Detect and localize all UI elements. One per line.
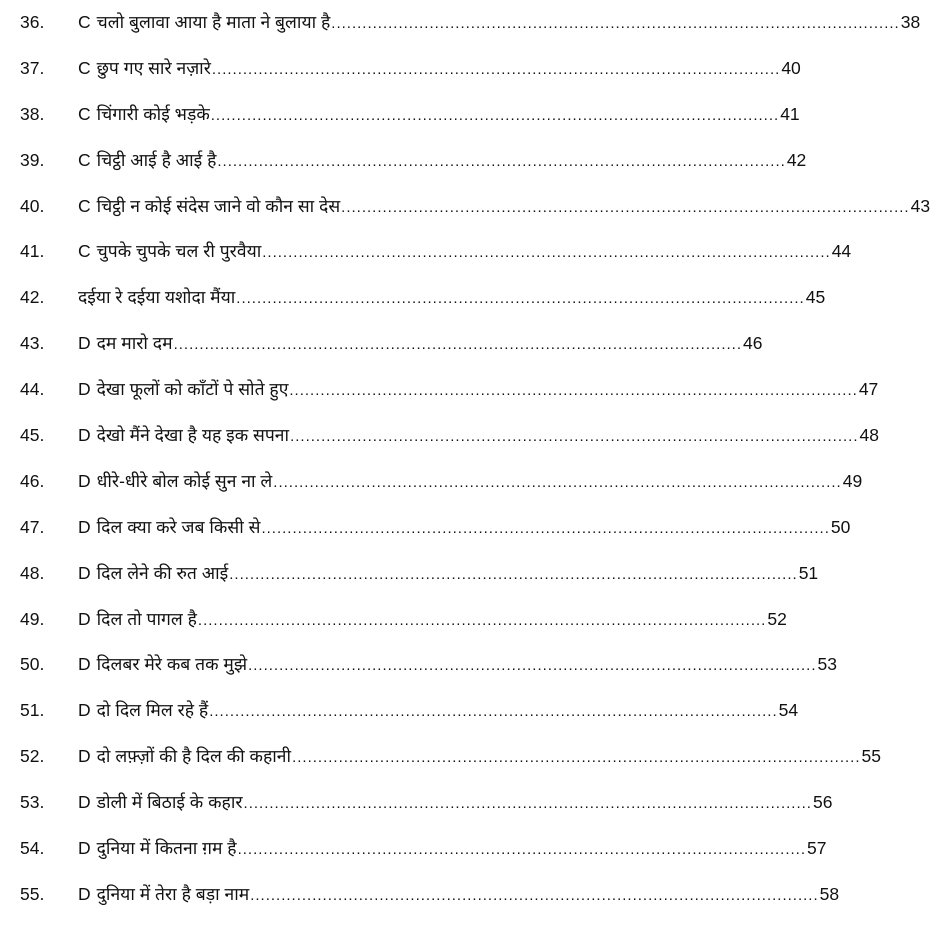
dot-leader: .............................................................................................................. (261, 519, 830, 537)
toc-entry[interactable] (0, 789, 833, 835)
entry-title: देखा फूलों को काँटों पे सोते हुए (96, 379, 289, 400)
entry-number: 37. (20, 57, 45, 78)
index-letter: D (78, 608, 91, 629)
index-letter: D (78, 883, 91, 904)
page-number: 53 (817, 654, 837, 675)
dot-leader: .............................................................................................................. (273, 473, 842, 491)
entry-title-wrap (78, 422, 289, 448)
page-number: 51 (798, 562, 819, 583)
dot-leader: .............................................................................................................. (341, 198, 910, 216)
toc-entry[interactable] (0, 835, 827, 881)
entry-title-wrap (78, 193, 340, 219)
toc-entry[interactable] (0, 606, 787, 652)
index-letter: D (78, 654, 91, 675)
entry-number: 54. (20, 838, 45, 859)
entry-title-wrap (78, 284, 235, 310)
entry-title: दईया रे दईया यशोदा मैंया (78, 287, 236, 308)
toc-entry[interactable] (0, 330, 763, 376)
page-number: 56 (812, 792, 833, 813)
toc-entry[interactable] (0, 238, 852, 284)
dot-leader: .............................................................................................................. (229, 565, 798, 583)
page-number: 46 (743, 333, 763, 354)
entry-title-wrap (78, 468, 272, 494)
entry-title-wrap (78, 606, 197, 632)
dot-leader: .............................................................................................................. (197, 611, 767, 629)
index-letter: D (78, 792, 91, 813)
toc-entry[interactable] (0, 743, 881, 789)
entry-title-wrap (78, 147, 216, 173)
dot-leader: .............................................................................................................. (243, 795, 812, 813)
dot-leader: .............................................................................................................. (262, 244, 831, 262)
toc-entry[interactable] (0, 284, 826, 330)
page-number: 40 (781, 57, 801, 78)
page-number: 52 (767, 608, 787, 629)
toc-entry[interactable] (0, 560, 819, 606)
entry-number: 46. (20, 470, 45, 491)
entry-number: 47. (20, 516, 45, 537)
dot-leader: .............................................................................................................. (292, 749, 861, 767)
entry-title-wrap (78, 101, 210, 127)
toc-entry[interactable] (0, 55, 801, 101)
index-letter: C (78, 57, 91, 78)
entry-title-wrap (78, 789, 243, 815)
index-letter: D (78, 333, 91, 354)
entry-title-wrap (78, 651, 247, 677)
entry-number: 50. (20, 654, 45, 675)
entry-number: 38. (20, 103, 45, 124)
toc-entry[interactable] (0, 193, 930, 239)
toc-entry[interactable] (0, 468, 863, 514)
entry-number: 44. (20, 379, 45, 400)
toc-entry[interactable] (0, 376, 879, 422)
page-number: 55 (861, 746, 881, 767)
entry-title: डोली में बिठाई के कहार (96, 792, 243, 813)
entry-number: 52. (20, 746, 45, 767)
page-number: 49 (842, 470, 863, 491)
entry-title-wrap (78, 835, 237, 861)
toc-entry[interactable] (0, 101, 800, 147)
entry-title: दो लफ़्ज़ों की है दिल की कहानी (96, 746, 292, 767)
dot-leader: .............................................................................................................. (209, 703, 778, 721)
entry-title-wrap (78, 560, 228, 586)
toc-entry[interactable] (0, 147, 807, 193)
entry-number: 45. (20, 425, 45, 446)
index-letter: C (78, 12, 91, 32)
dot-leader: .............................................................................................................. (289, 382, 858, 400)
entry-title-wrap (78, 514, 260, 540)
entry-title-wrap (78, 743, 291, 769)
toc-entry[interactable] (0, 881, 840, 927)
entry-title-wrap (78, 697, 208, 723)
dot-leader: .............................................................................................................. (173, 336, 743, 354)
entry-number: 36. (20, 12, 45, 32)
dot-leader: .............................................................................................................. (250, 886, 819, 904)
page-number: 50 (830, 516, 851, 537)
dot-leader: .............................................................................................................. (237, 841, 807, 859)
entry-title: दुनिया में कितना ग़म है (96, 838, 237, 859)
entry-title: चिंगारी कोई भड़के (96, 103, 210, 124)
index-letter: D (78, 379, 91, 400)
index-letter: D (78, 425, 91, 446)
entry-title: चिट्ठी न कोई संदेस जाने वो कौन सा देस (96, 195, 341, 216)
entry-number: 40. (20, 195, 45, 216)
page-number: 58 (819, 883, 840, 904)
entry-title: दिल लेने की रुत आई (96, 562, 229, 583)
entry-number: 48. (20, 562, 45, 583)
entry-title: दुनिया में तेरा है बड़ा नाम (96, 883, 250, 904)
entry-number: 43. (20, 333, 45, 354)
toc-entry[interactable] (0, 697, 799, 743)
index-letter: D (78, 746, 91, 767)
toc-entry[interactable] (0, 514, 851, 560)
page-number: 57 (807, 838, 827, 859)
entry-title: छुप गए सारे नज़ारे (96, 57, 211, 78)
page-number: 41 (780, 103, 800, 124)
entry-number: 41. (20, 241, 45, 262)
entry-number: 53. (20, 792, 45, 813)
table-of-contents (0, 9, 930, 927)
index-letter: D (78, 516, 91, 537)
toc-entry[interactable] (0, 9, 921, 55)
page-number: 43 (910, 195, 930, 216)
entry-title-wrap (78, 881, 249, 907)
entry-title-wrap (78, 330, 173, 356)
entry-title-wrap (78, 55, 211, 81)
entry-title-wrap (78, 238, 261, 264)
entry-title: दम मारो दम (96, 333, 173, 354)
index-letter: C (78, 241, 91, 262)
entry-title: देखो मैंने देखा है यह इक सपना (96, 425, 290, 446)
entry-number: 42. (20, 287, 45, 308)
entry-title: धीरे-धीरे बोल कोई सुन ना ले (96, 470, 273, 491)
index-letter: C (78, 103, 91, 124)
dot-leader: .............................................................................................................. (217, 152, 786, 170)
dot-leader: .............................................................................................................. (210, 106, 780, 124)
entry-title: दिल तो पागल है (96, 608, 197, 629)
page-number: 47 (858, 379, 879, 400)
entry-title: चलो बुलावा आया है माता ने बुलाया है (96, 12, 331, 32)
entry-number: 39. (20, 149, 45, 170)
toc-entry[interactable] (0, 422, 879, 468)
index-letter: D (78, 838, 91, 859)
dot-leader: .............................................................................................................. (248, 657, 817, 675)
dot-leader: .............................................................................................................. (211, 60, 781, 78)
entry-title-wrap (78, 376, 288, 402)
entry-title: दिल क्या करे जब किसी से (96, 516, 261, 537)
entry-number: 49. (20, 608, 45, 629)
entry-title: दो दिल मिल रहे हैं (96, 700, 209, 721)
page-number: 54 (778, 700, 799, 721)
index-letter: D (78, 562, 91, 583)
dot-leader: .............................................................................................................. (236, 290, 805, 308)
index-letter: D (78, 470, 91, 491)
entry-number: 51. (20, 700, 45, 721)
entry-title-wrap (78, 9, 330, 35)
dot-leader: .............................................................................................................. (290, 428, 859, 446)
entry-title: दिलबर मेरे कब तक मुझे (96, 654, 248, 675)
entry-title: चुपके चुपके चल री पुरवैया (96, 241, 262, 262)
toc-entry[interactable] (0, 651, 837, 697)
entry-number: 55. (20, 883, 45, 904)
entry-title: चिट्ठी आई है आई है (96, 149, 217, 170)
index-letter: C (78, 149, 91, 170)
page-number: 38 (900, 12, 921, 32)
page-number: 42 (786, 149, 807, 170)
index-letter: C (78, 195, 91, 216)
page-number: 44 (831, 241, 852, 262)
index-letter: D (78, 700, 91, 721)
page-number: 45 (805, 287, 826, 308)
dot-leader: .............................................................................................................. (331, 15, 900, 32)
page-number: 48 (859, 425, 879, 446)
